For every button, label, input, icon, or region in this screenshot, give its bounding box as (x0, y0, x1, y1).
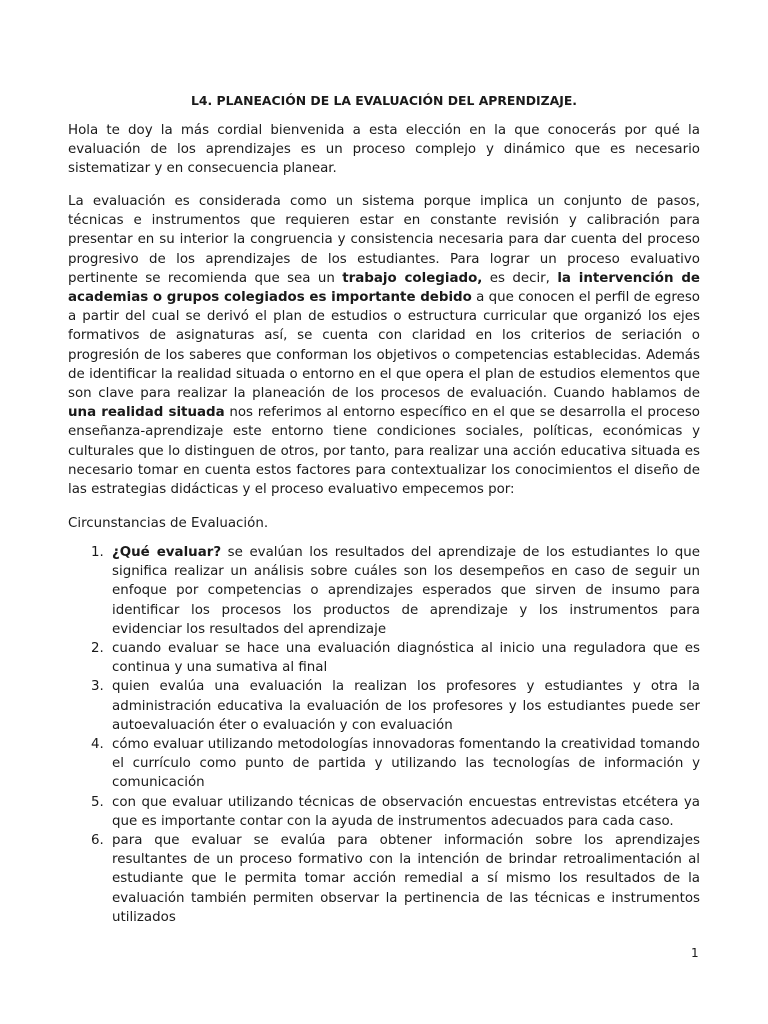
list-item-text: se evalúan los resultados del aprendizaje de los estudiantes lo que significa realizar un análisis sobre cuáles son los desempeños en caso de seguir un enfoque por competencias o aprendizajes esperados que sirven de insumo para identificar los procesos los productos de aprendizaje y los instrumentos para evidenciar los resultados del aprendizaje (112, 545, 700, 637)
list-item (68, 793, 700, 831)
body-bold-2: la intervención de academias o grupos colegiados es importante debido (68, 270, 700, 306)
list-item (68, 831, 700, 927)
list-item-text: quien evalúa una evaluación la realizan los profesores y estudiantes y otra la administración educativa la evaluación de los profesores y los estudiantes puede ser autoevaluación éter o evaluación y con evaluación (112, 679, 700, 733)
list-item-number: 5. (91, 794, 104, 810)
body-text-2: es decir, (482, 270, 558, 286)
page-number: 1 (691, 946, 699, 960)
document-title: L4. PLANEACIÓN DE LA EVALUACIÓN DEL APRENDIZAJE. (190, 93, 577, 108)
list-item (68, 639, 700, 677)
list-item-number: 2. (91, 641, 104, 657)
body-paragraph (68, 192, 700, 499)
body-bold-1: trabajo colegiado, (342, 270, 483, 286)
list-item-text: cómo evaluar utilizando metodologías innovadoras fomentando la creatividad tomando el currículo como punto de partida y utilizando las tecnologías de información y comunicación (112, 737, 700, 791)
list-item-text: para que evaluar se evalúa para obtener información sobre los aprendizajes resultantes de un proceso formativo con la intención de brindar retroalimentación al estudiante que le permita tomar acción remedial a sí mismo los resultados de la evaluación también permiten observar la pertinencia de las técnicas e instrumentos utilizados (112, 833, 700, 925)
list-item-number: 4. (91, 737, 104, 753)
list-item-text: cuando evaluar se hace una evaluación diagnóstica al inicio una reguladora que es continua y una sumativa al final (112, 641, 700, 676)
circumstances-list (68, 543, 700, 927)
list-item-text: con que evaluar utilizando técnicas de observación encuestas entrevistas etcétera ya que es importante contar con la ayuda de instrumentos adecuados para cada caso. (112, 794, 700, 829)
intro-paragraph: Hola te doy la más cordial bienvenida a esta elección en la que conocerás por qué la evaluación de los aprendizajes es un proceso complejo y dinámico que es necesario sistematizar y en consecuencia planear. (68, 123, 700, 177)
list-item (68, 735, 700, 793)
body-text-1: La evaluación es considerada como un sistema porque implica un conjunto de pasos, técnicas e instrumentos que requieren estar en constante revisión y calibración para presentar en su interior la congruencia y consistencia necesaria para dar cuenta del proceso progresivo de los aprendizajes de los estudiantes. Para lograr un proceso evaluativo pertinente se recomienda que sea un (68, 194, 700, 286)
list-item (68, 543, 700, 639)
list-item-bold: ¿Qué evaluar? (112, 545, 222, 560)
list-item-number: 3. (91, 679, 104, 695)
body-text-4: nos referimos al entorno específico en el que se desarrolla el proceso enseñanza-aprendizaje este entorno tiene condiciones sociales, políticas, económicas y culturales que lo distinguen de otros, por tanto, para realizar una acción educativa situada es necesario tomar en cuenta estos factores para contextualizar los conocimientos el diseño de las estrategias didácticas y el proceso evaluativo empecemos por: (68, 405, 700, 498)
list-item-number: 6. (91, 833, 104, 849)
section-heading: Circunstancias de Evaluación. (68, 516, 269, 531)
list-item-number: 1. (91, 545, 104, 560)
body-bold-3: una realidad situada (68, 405, 225, 421)
body-text-3: a que conocen el perfil de egreso a partir del cual se derivó el plan de estudios o estructura curricular que organizó los ejes formativos de asignaturas así, se cuenta con claridad en los criterios de seriación o progresión de los saberes que conforman los objetivos o competencias establecidas. Además de identificar la realidad situada o entorno en el que opera el plan de estudios elementos que son clave para realizar la planeación de los procesos de evaluación. Cuando hablamos de (68, 290, 700, 402)
list-item (68, 677, 700, 735)
